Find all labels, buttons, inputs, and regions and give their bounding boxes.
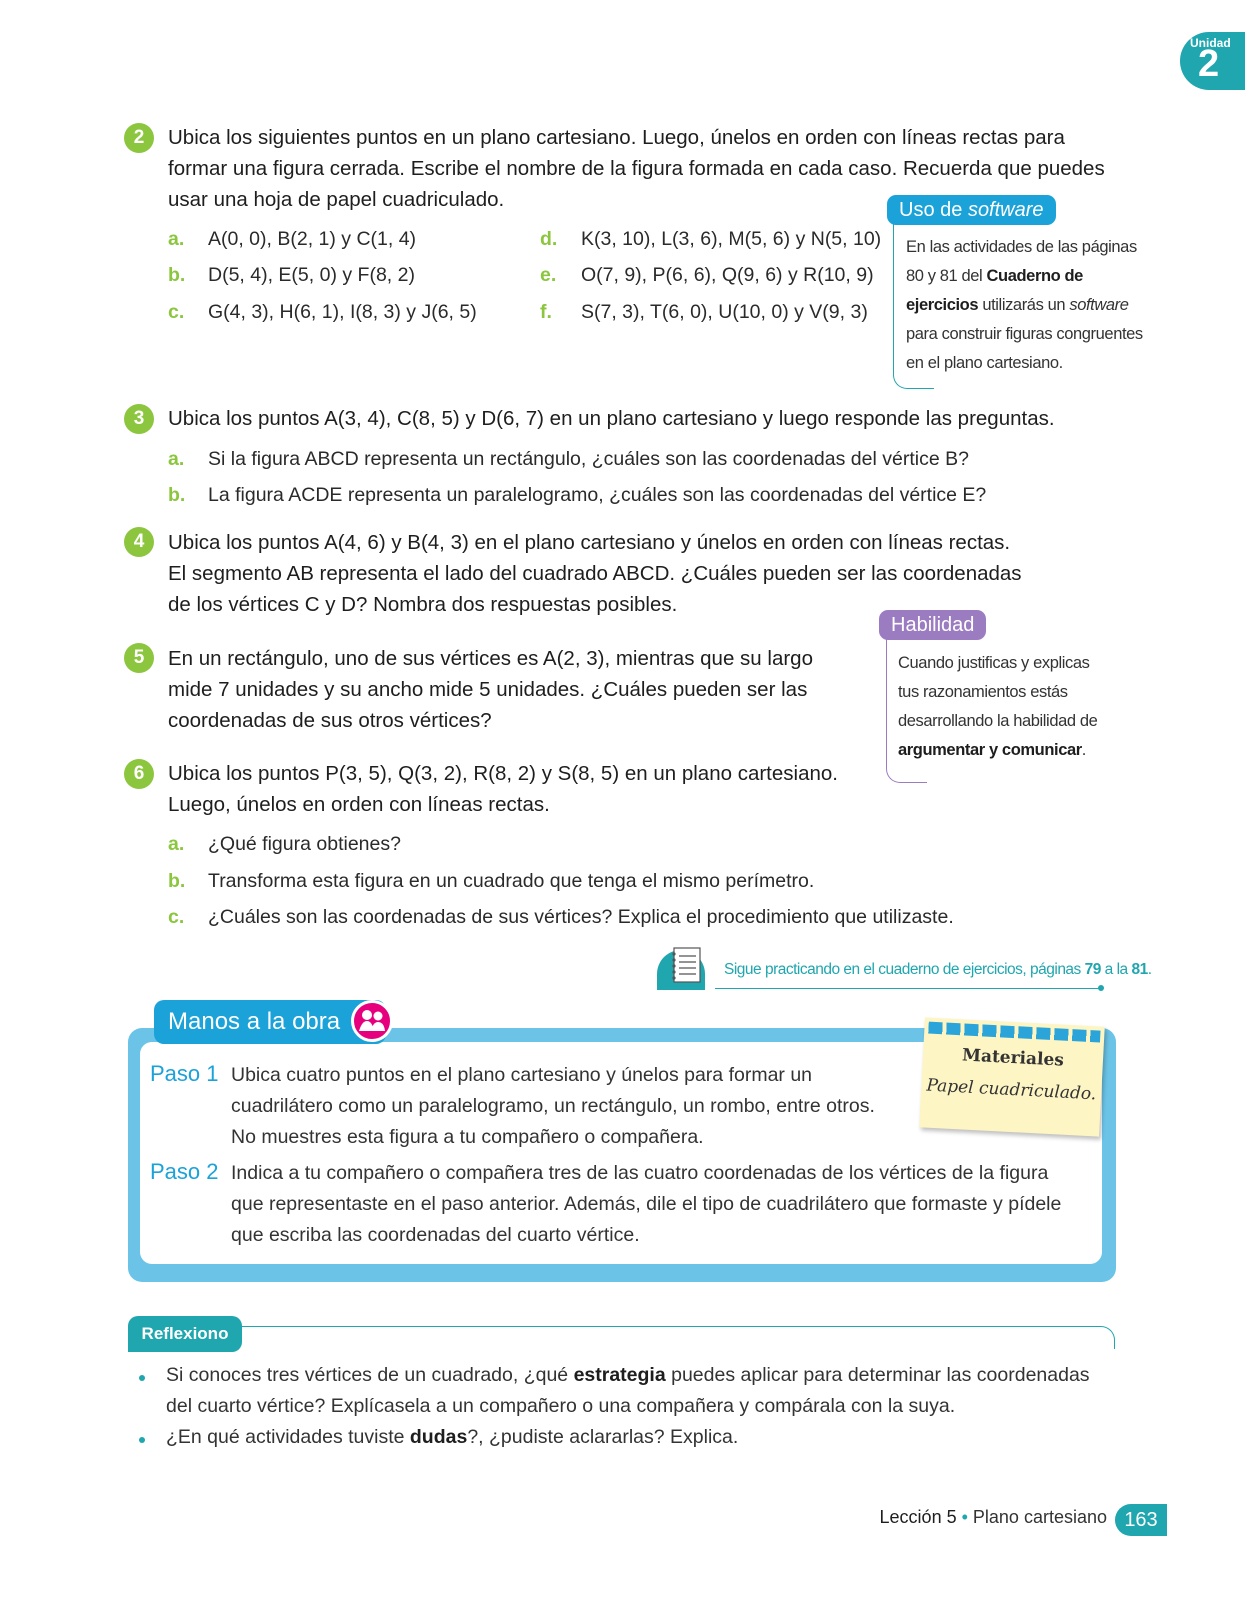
- q6-line2: Luego, únelos en orden con líneas rectas.: [168, 793, 550, 816]
- q2-item-f: S(7, 3), T(6, 0), U(10, 0) y V(9, 3): [581, 301, 868, 323]
- q6-item-letter: c.: [168, 906, 185, 928]
- page-number: 163: [1115, 1504, 1167, 1536]
- materiales-card: [919, 1017, 1105, 1136]
- q6-item-a: ¿Qué figura obtienes?: [208, 833, 401, 855]
- software-line3: ejercicios utilizarás un software: [906, 296, 1129, 314]
- activity-number-2: 2: [124, 123, 154, 153]
- q3-stem: Ubica los puntos A(3, 4), C(8, 5) y D(6, 7) en un plano cartesiano y luego responde las preguntas.: [168, 407, 1055, 430]
- habilidad-tag: Habilidad: [879, 610, 986, 640]
- bullet: [139, 1437, 145, 1443]
- paso1-line3: No muestres esta figura a tu compañero o compañera.: [231, 1126, 704, 1148]
- reflexiono-b2: ¿En qué actividades tuviste dudas?, ¿pudiste aclararlas? Explica.: [166, 1426, 739, 1448]
- q2-stem-line1: Ubica los siguientes puntos en un plano cartesiano. Luego, únelos en orden con líneas rectas para: [168, 126, 1065, 149]
- q3-item-letter: b.: [168, 484, 186, 506]
- activity-number-4: 4: [124, 527, 154, 557]
- paso2-line2: que representaste en el paso anterior. Además, dile el tipo de cuadrilátero que formaste y pídele: [231, 1193, 1062, 1215]
- q2-item-c: G(4, 3), H(6, 1), I(8, 3) y J(6, 5): [208, 301, 477, 323]
- q2-item-e: O(7, 9), P(6, 6), Q(9, 6) y R(10, 9): [581, 264, 874, 286]
- paso2-line3: que escriba las coordenadas del cuarto vértice.: [231, 1224, 640, 1246]
- habilidad-line2: tus razonamientos estás: [898, 683, 1068, 701]
- software-tag-italic: software: [967, 199, 1044, 221]
- paso1-label: Paso 1: [150, 1061, 219, 1086]
- q3-item-a: Si la figura ABCD representa un rectángulo, ¿cuáles son las coordenadas del vértice B?: [208, 448, 969, 470]
- q2-item-letter: a.: [168, 228, 185, 250]
- q2-stem-line3: usar una hoja de papel cuadriculado.: [168, 188, 505, 211]
- footer-lesson: Lección 5 • Plano cartesiano: [879, 1507, 1107, 1527]
- q2-stem-line2: formar una figura cerrada. Escribe el nombre de la figura formada en cada caso. Recuerda que puedes: [168, 157, 1105, 180]
- q2-item-letter: c.: [168, 301, 185, 323]
- people-icon: [351, 1000, 393, 1042]
- habilidad-line3: desarrollando la habilidad de: [898, 712, 1098, 730]
- unit-number: 2: [1198, 43, 1220, 85]
- q4-line2: El segmento AB representa el lado del cuadrado ABCD. ¿Cuáles pueden ser las coordenadas: [168, 562, 1022, 585]
- q2-item-letter: d.: [540, 228, 558, 250]
- q6-item-letter: b.: [168, 870, 186, 892]
- q3-item-letter: a.: [168, 448, 185, 470]
- paso2-line1: Indica a tu compañero o compañera tres de las cuatro coordenadas de los vértices de la figura: [231, 1162, 1049, 1184]
- software-line5: en el plano cartesiano.: [906, 354, 1063, 372]
- q6-item-letter: a.: [168, 833, 185, 855]
- q5-line1: En un rectángulo, uno de sus vértices es A(2, 3), mientras que su largo: [168, 647, 813, 670]
- practice-dot: [1098, 985, 1104, 991]
- q2-item-d: K(3, 10), L(3, 6), M(5, 6) y N(5, 10): [581, 228, 882, 250]
- q2-item-letter: e.: [540, 264, 557, 286]
- materiales-title: Materiales: [961, 1045, 1065, 1071]
- q6-item-b: Transforma esta figura en un cuadrado que tenga el mismo perímetro.: [208, 870, 815, 892]
- materiales-tape: [928, 1022, 1100, 1043]
- paso2-label: Paso 2: [150, 1159, 219, 1184]
- q4-line3: de los vértices C y D? Nombra dos respuestas posibles.: [168, 593, 678, 616]
- software-tag-prefix: Uso de: [899, 199, 968, 221]
- paso1-line2: cuadrilátero como un paralelogramo, un rectángulo, un rombo, entre otros.: [231, 1095, 875, 1117]
- manos-title: Manos a la obra: [154, 1000, 386, 1044]
- materiales-text: Papel cuadriculado.: [925, 1075, 1097, 1105]
- activity-number-5: 5: [124, 643, 154, 673]
- notebook-icon: [668, 946, 704, 986]
- unit-badge: [1180, 32, 1245, 90]
- q5-line2: mide 7 unidades y su ancho mide 5 unidades. ¿Cuáles pueden ser las: [168, 678, 808, 701]
- q5-line3: coordenadas de sus otros vértices?: [168, 709, 492, 732]
- q2-item-letter: b.: [168, 264, 186, 286]
- q2-item-letter: f.: [540, 301, 552, 323]
- q2-item-b: D(5, 4), E(5, 0) y F(8, 2): [208, 264, 415, 286]
- unit-label: Unidad: [1190, 36, 1231, 50]
- q6-item-c: ¿Cuáles son las coordenadas de sus vértices? Explica el procedimiento que utilizaste.: [208, 906, 954, 928]
- paso1-line1: Ubica cuatro puntos en el plano cartesiano y únelos para formar un: [231, 1064, 813, 1086]
- software-line4: para construir figuras congruentes: [906, 325, 1143, 343]
- practice-underline: [715, 988, 1101, 989]
- reflexiono-b1-line1: Si conoces tres vértices de un cuadrado, ¿qué estrategia puedes aplicar para determinar las coordenadas: [166, 1364, 1090, 1386]
- habilidad-line1: Cuando justificas y explicas: [898, 654, 1090, 672]
- habilidad-line4: argumentar y comunicar.: [898, 741, 1086, 759]
- activity-number-3: 3: [124, 404, 154, 434]
- reflexiono-b1-line2: del cuarto vértice? Explícasela a un compañero o una compañera y compárala con la suya.: [166, 1395, 956, 1417]
- activity-number-6: 6: [124, 759, 154, 789]
- q6-line1: Ubica los puntos P(3, 5), Q(3, 2), R(8, 2) y S(8, 5) en un plano cartesiano.: [168, 762, 838, 785]
- software-line1: En las actividades de las páginas: [906, 238, 1137, 256]
- q4-line1: Ubica los puntos A(4, 6) y B(4, 3) en el plano cartesiano y únelos en orden con líneas rectas.: [168, 531, 1011, 554]
- reflexiono-rule: [242, 1326, 1115, 1349]
- q2-item-a: A(0, 0), B(2, 1) y C(1, 4): [208, 228, 417, 250]
- reflexiono-tag: Reflexiono: [128, 1316, 242, 1352]
- software-tag: [887, 195, 1056, 225]
- bullet: [139, 1375, 145, 1381]
- practice-text: Sigue practicando en el cuaderno de ejercicios, páginas 79 a la 81.: [724, 961, 1152, 978]
- q3-item-b: La figura ACDE representa un paralelogramo, ¿cuáles son las coordenadas del vértice E?: [208, 484, 987, 506]
- software-line2: 80 y 81 del Cuaderno de: [906, 267, 1083, 285]
